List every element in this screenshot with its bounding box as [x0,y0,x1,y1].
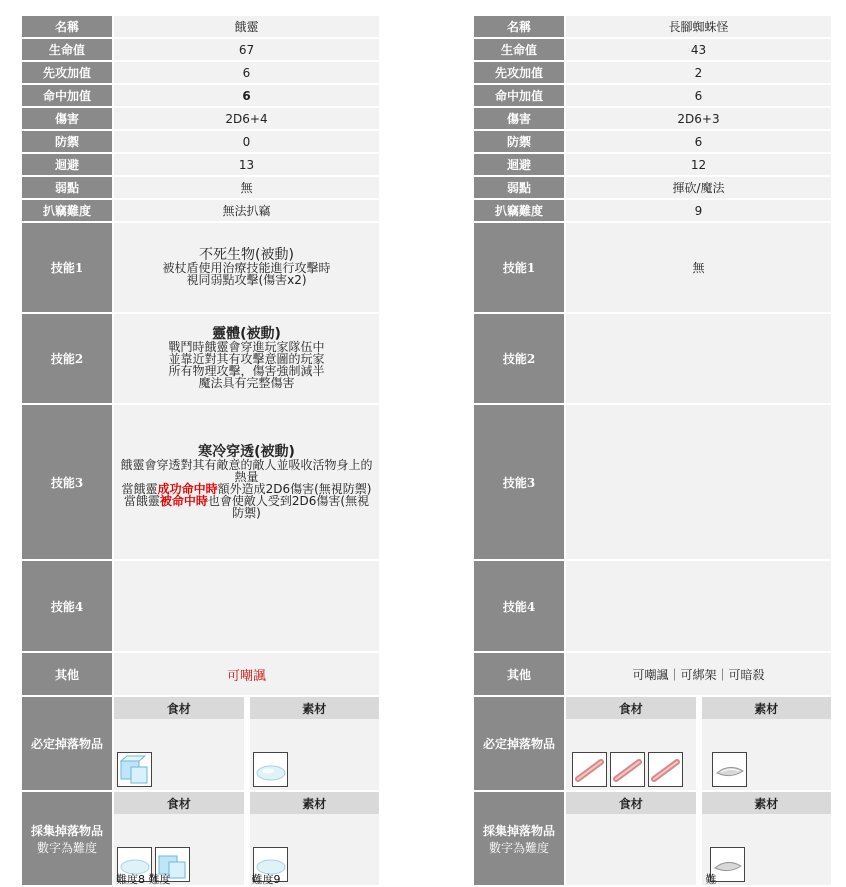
row-value-hp: 43 [566,39,831,60]
row-value-hit: 6 [114,85,379,106]
row-label-evasion: 迴避 [474,154,566,175]
frost-puddle-icon[interactable] [253,752,288,787]
row-value-hp: 67 [114,39,379,60]
taunt-tag: 可嘲諷 [226,668,266,684]
skill2-line-bold: 所有物理攻擊，傷害強制減半 [168,364,325,378]
other-value [114,653,379,695]
skill4-label: 技能4 [22,561,114,651]
row-label-hp: 生命值 [22,39,114,60]
row-value-name: 餓靈 [114,16,379,37]
monster-table-left [22,14,379,887]
row-label-steal: 扒竊難度 [474,200,566,221]
difficulty-caption: 難度8 難度 [116,873,171,886]
row-value-evasion: 13 [114,154,379,175]
material-items [247,814,380,885]
other-value: 可嘲諷｜可綁架｜可暗殺 [566,653,831,695]
food-items [114,719,247,790]
spider-leg-icon[interactable] [610,752,645,787]
material-header: 素材 [247,792,380,814]
spider-leg-icon[interactable] [572,752,607,787]
food-header: 食材 [114,792,247,814]
material-items [699,719,832,790]
skill2-cell [114,314,379,403]
skill2-line: 並靠近對其有攻擊意圖的玩家 [168,352,325,366]
skill2-label: 技能2 [22,314,114,403]
skill3-line: 當餓靈成功命中時額外造成2D6傷害(無視防禦) [121,481,372,496]
food-items [566,719,699,790]
drop-gather-cell [566,792,831,885]
row-label-name: 名稱 [22,16,114,37]
row-value-name: 長腳蜘蛛怪 [566,16,831,37]
skill1-cell [114,223,379,312]
skill1-label: 技能1 [22,223,114,312]
skill1-label: 技能1 [474,223,566,312]
row-value-initiative: 6 [114,62,379,83]
row-label-hit: 命中加值 [474,85,566,106]
row-value-weakness: 無 [114,177,379,198]
skill3-cell [566,405,831,559]
row-label-damage: 傷害 [22,108,114,129]
other-label: 其他 [474,653,566,695]
skill3-label: 技能3 [22,405,114,559]
material-header: 素材 [247,697,380,719]
row-value-damage: 2D6+4 [114,108,379,129]
row-value-evasion: 12 [566,154,831,175]
row-label-steal: 扒竊難度 [22,200,114,221]
food-header: 食材 [114,697,247,719]
drop-gather-cell [114,792,379,885]
skill3-highlight: 被命中時 [159,493,208,508]
row-label-evasion: 迴避 [22,154,114,175]
row-value-hit: 6 [566,85,831,106]
material-header: 素材 [699,792,832,814]
row-value-damage: 2D6+3 [566,108,831,129]
skill1-line: 被杖盾使用治療技能進行攻擊時 [162,261,331,275]
difficulty-caption: 難度9 [251,873,281,886]
skill2-label: 技能2 [474,314,566,403]
skill4-cell [114,561,379,651]
other-label: 其他 [22,653,114,695]
ice-cube-icon[interactable] [117,752,152,787]
row-value-defense: 6 [566,131,831,152]
row-label-damage: 傷害 [474,108,566,129]
row-label-initiative: 先攻加值 [22,62,114,83]
row-label-initiative: 先攻加值 [474,62,566,83]
row-value-defense: 0 [114,131,379,152]
row-label-weakness: 弱點 [474,177,566,198]
skill3-label: 技能3 [474,405,566,559]
food-header: 食材 [566,792,699,814]
row-value-steal: 無法扒竊 [114,200,379,221]
material-items [247,719,380,790]
row-label-name: 名稱 [474,16,566,37]
skill3-cell [114,405,379,559]
food-items [114,814,247,885]
skill3-highlight: 成功命中時 [157,481,218,496]
drop-required-cell [566,697,831,790]
food-items [566,814,699,885]
skill4-label: 技能4 [474,561,566,651]
difficulty-caption: 難 [705,873,717,886]
material-header: 素材 [699,697,832,719]
row-label-hit: 命中加值 [22,85,114,106]
food-header: 食材 [566,697,699,719]
skill2-line: 戰鬥時餓靈會穿進玩家隊伍中 [168,340,325,354]
row-value-weakness: 揮砍/魔法 [566,177,831,198]
drop-required-cell [114,697,379,790]
drop-gather-label: 採集掉落物品 數字為難度 [22,792,114,885]
skill2-title: 靈體(被動) [212,326,281,342]
drop-gather-label: 採集掉落物品 數字為難度 [474,792,566,885]
row-label-defense: 防禦 [22,131,114,152]
row-label-defense: 防禦 [474,131,566,152]
skill4-cell [566,561,831,651]
row-value-steal: 9 [566,200,831,221]
material-items [699,814,832,885]
skill1-line: 視同弱點攻擊(傷害x2) [186,273,307,287]
skill2-cell [566,314,831,403]
skill3-title: 寒冷穿透(被動) [198,443,295,460]
monster-table-right [474,14,831,887]
skill3-line: 當餓靈被命中時也會使敵人受到2D6傷害(無視防禦) [123,493,370,520]
drop-required-label: 必定掉落物品 [22,697,114,790]
skill1-title: 不死生物(被動) [199,247,294,263]
spider-leg-icon[interactable] [648,752,683,787]
row-value-initiative: 2 [566,62,831,83]
web-silk-icon[interactable] [712,752,747,787]
skill2-line-bold: 魔法具有完整傷害 [198,376,295,390]
skill1-value: 無 [566,223,831,312]
row-label-weakness: 弱點 [22,177,114,198]
skill3-line: 餓靈會穿透對其有敵意的敵人並吸收活物身上的熱量 [120,457,373,484]
row-label-hp: 生命值 [474,39,566,60]
drop-required-label: 必定掉落物品 [474,697,566,790]
